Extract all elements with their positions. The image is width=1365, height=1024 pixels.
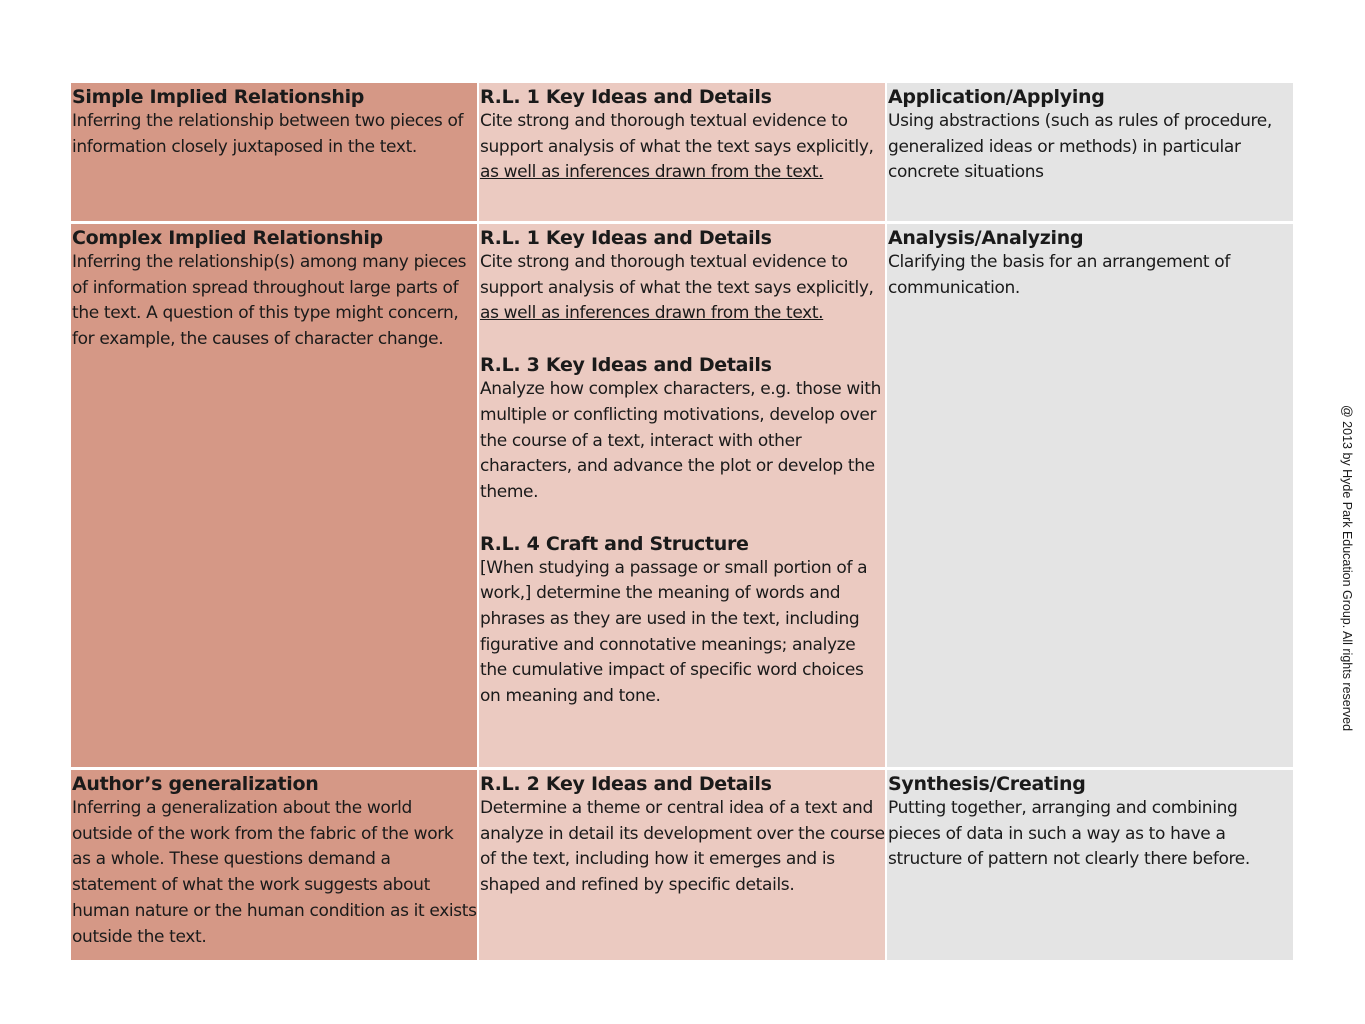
row2-inference-heading: Complex Implied Relationship (72, 227, 383, 249)
row2-bloom-cell (887, 224, 1293, 767)
row1-inference-cell (71, 83, 477, 221)
row1-inference-text: Inferring the relationship between two pieces of information closely juxtaposed in the text. (72, 111, 464, 157)
row1-standard-block (480, 85, 885, 186)
row1-bloom-heading: Application/Applying (888, 86, 1105, 108)
row2-standard-block-1 (480, 226, 885, 327)
row2-standards-cell (479, 224, 885, 767)
row1-inference-heading: Simple Implied Relationship (72, 86, 365, 108)
row3-standard-text: Determine a theme or central idea of a text and analyze in detail its development over the course of the text, including how it emerges and is shaped and refined by specific details. (480, 798, 885, 896)
row1-bloom-text: Using abstractions (such as rules of procedure, generalized ideas or methods) in particular concrete situations (888, 111, 1272, 183)
row2-standard-2-heading: R.L. 3 Key Ideas and Details (480, 354, 772, 377)
row1-standard-paragraph (480, 109, 885, 186)
row3-standards-cell (479, 770, 885, 960)
row3-bloom-text: Putting together, arranging and combining pieces of data in such a way as to have a structure of pattern not clearly there before. (888, 798, 1250, 870)
row2-inference-text: Inferring the relationship(s) among many pieces of information spread throughout large parts of the text. A question of this type might concern, for example, the causes of character change. (72, 252, 467, 350)
row2-bloom-text: Clarifying the basis for an arrangement of communication. (888, 252, 1230, 298)
row2-standard-3-heading: R.L. 4 Craft and Structure (480, 532, 749, 555)
row2-standard-1-text: Cite strong and thorough textual evidence to support analysis of what the text says explicitly, (480, 252, 874, 298)
standards-table (71, 83, 1293, 960)
row2-standard-block-3 (480, 532, 885, 710)
row2-standard-1-underlined-text: as well as inferences drawn from the text. (480, 303, 824, 324)
row1-bloom-cell (887, 83, 1293, 221)
row3-inference-heading: Author’s generalization (72, 773, 319, 795)
row2-bloom-heading: Analysis/Analyzing (888, 227, 1084, 249)
row2-standard-3-text: [When studying a passage or small portion of a work,] determine the meaning of words and phrases as they are used in the text, including figurative and connotative meanings; analyze the cumulative impact of specific word choices on meaning and tone. (480, 557, 868, 707)
row2-inference-cell (71, 224, 477, 767)
row1-standard-underlined-text: as well as inferences drawn from the text. (480, 162, 824, 183)
copyright-notice: @ 2013 by Hyde Park Education Group. All rights reserved (1340, 405, 1354, 732)
row2-standard-block-2 (480, 353, 885, 506)
row1-standards-cell (479, 83, 885, 221)
row3-bloom-heading: Synthesis/Creating (888, 773, 1086, 795)
row3-bloom-cell (887, 770, 1293, 960)
row3-inference-cell (71, 770, 477, 960)
row3-standard-block (480, 772, 885, 899)
row2-standard-1-heading: R.L. 1 Key Ideas and Details (480, 227, 772, 249)
row2-standard-1-paragraph (480, 250, 885, 327)
row3-inference-text: Inferring a generalization about the world outside of the work from the fabric of the work as a whole. These questions demand a statement of what the work suggests about human nature or the human condition as it exists outside the text. (72, 798, 477, 947)
row1-standard-text: Cite strong and thorough textual evidence to support analysis of what the text says explicitly, (480, 111, 874, 157)
row1-standard-heading: R.L. 1 Key Ideas and Details (480, 86, 772, 108)
row3-standard-heading: R.L. 2 Key Ideas and Details (480, 773, 772, 795)
row2-standard-2-text: Analyze how complex characters, e.g. those with multiple or conflicting motivations, develop over the course of a text, interact with other characters, and advance the plot or develop the theme. (480, 379, 882, 502)
